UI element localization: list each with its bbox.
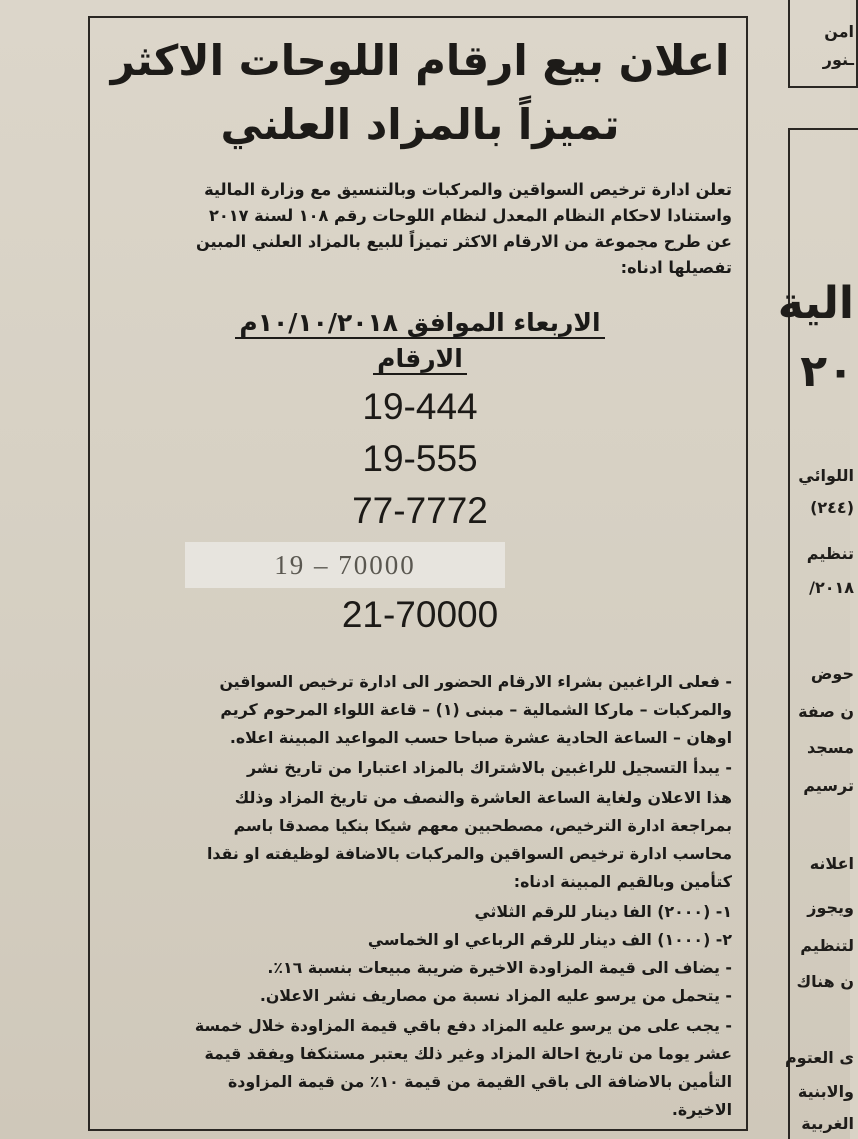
side-headline: الية [777, 278, 854, 329]
intro-line: واستنادا لاحكام النظام المعدل لنظام اللوحات رقم ١٠٨ لسنة ٢٠١٧ [209, 206, 732, 225]
plate-number: 21-70000 [341, 594, 499, 635]
intro-line: تعلن ادارة ترخيص السواقين والمركبات وبالتنسيق مع وزارة المالية [204, 180, 732, 199]
side-line: والابنية [797, 1082, 854, 1101]
side-line: ترسيم [803, 776, 854, 795]
side-headline: ٢٠ [800, 346, 854, 397]
side-line: ٢٠١٨/ [809, 578, 854, 597]
body-line: التأمين بالاضافة الى باقي القيمة من قيمة ١٠٪ من قيمة المزاودة [227, 1072, 732, 1091]
intro-line: تفصيلها ادناه: [620, 258, 732, 277]
plate-number-highlighted: 19 – 70000 [185, 542, 505, 588]
side-line: اعلانه [809, 854, 854, 873]
body-line: - يبدأ التسجيل للراغبين بالاشتراك بالمزاد اعتبارا من تاريخ نشر [246, 758, 732, 777]
side-line: ن صفة [798, 702, 854, 721]
body-line: بمراجعة ادارة الترخيص، مصطحبين معهم شيكا بنكيا مصدقا باسم [233, 816, 732, 835]
body-line: اوهان – الساعة الحادية عشرة صباحا حسب المواعيد المبينة اعلاه. [229, 728, 732, 747]
side-top-text: ـنور [822, 50, 854, 69]
body-line: محاسب ادارة ترخيص السواقين والمركبات بالاضافة لوظيفته او نقدا [207, 844, 732, 863]
plate-number: 19-444 [362, 386, 478, 427]
numbers-heading [100, 344, 740, 373]
auction-date [100, 308, 740, 337]
side-top-box [788, 0, 858, 88]
numbers-heading-text: الارقام [373, 344, 467, 375]
body-line: الاخيرة. [671, 1100, 732, 1119]
body-line: هذا الاعلان ولغاية الساعة العاشرة والنصف من تاريخ المزاد وذلك [234, 788, 732, 807]
side-line: حوض [810, 664, 854, 683]
intro-line: عن طرح مجموعة من الارقام الاكثر تميزاً للبيع بالمزاد العلني المبين [195, 232, 732, 251]
side-line: مسجد [807, 738, 854, 757]
body-line: - يجب على من يرسو عليه المزاد دفع باقي قيمة المزاودة خلال خمسة [194, 1016, 732, 1035]
side-line: ى العتوم [784, 1048, 854, 1067]
body-line: - يتحمل من يرسو عليه المزاد نسبة من مصاريف نشر الاعلان. [259, 986, 732, 1005]
plate-number: 19-555 [362, 438, 478, 479]
ad-title-line-2: تميزاً بالمزاد العلني [220, 100, 620, 149]
side-line: ن هناك [796, 972, 854, 991]
body-line: - فعلى الراغبين بشراء الارقام الحضور الى ادارة ترخيص السواقين [219, 672, 732, 691]
side-line: اللوائي [798, 466, 854, 485]
body-line: كتأمين وبالقيم المبينة ادناه: [513, 872, 732, 891]
body-line: والمركبات – ماركا الشمالية – مبنى (١) – قاعة اللواء المرحوم كريم [220, 700, 732, 719]
side-line: لتنظيم [800, 936, 854, 955]
fee-item: ٢- (١٠٠٠) الف دينار للرقم الرباعي او الخماسي [367, 930, 732, 949]
body-line: عشر يوما من تاريخ احالة المزاد وغير ذلك يعتبر مستنكفا ويفقد قيمة [204, 1044, 732, 1063]
side-line: (٢٤٤) [810, 498, 854, 517]
ad-title-line-1: اعلان بيع ارقام اللوحات الاكثر [110, 36, 730, 85]
body-line: - يضاف الى قيمة المزاودة الاخيرة ضريبة مبيعات بنسبة ١٦٪. [267, 958, 732, 977]
side-line: الغربية [801, 1114, 854, 1133]
auction-date-text: الاربعاء الموافق ١٠/١٠/٢٠١٨م [235, 308, 604, 339]
side-line: ويجوز [807, 898, 854, 917]
fee-item: ١- (٢٠٠٠) الفا دينار للرقم الثلاثي [474, 902, 732, 921]
plate-number: 77-7772 [352, 490, 488, 531]
side-top-text: امن [824, 22, 854, 41]
side-line: تنظيم [806, 544, 854, 563]
